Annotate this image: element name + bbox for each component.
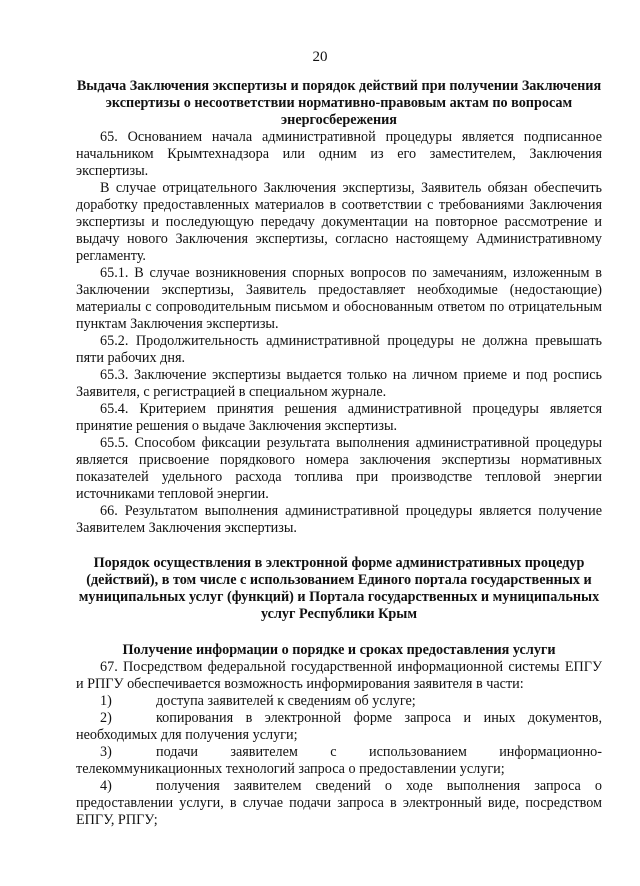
list-item-3 [76, 744, 602, 778]
list-item-text: получения заявителем сведений о ходе выполнения запроса о [156, 778, 602, 794]
list-item-text: доступа заявителей к сведениям об услуге; [156, 693, 416, 709]
paragraph-65-1: 65.1. В случае возникновения спорных вопросов по замечаниям, изложенным в Заключении экспертизы, Заявитель предоставляет необходимые (недостающие) материалы с сопроводительным письмом и обоснованным ответом по отрицательным пунктам Заключения экспертизы. [76, 265, 602, 332]
paragraph-65-2: 65.2. Продолжительность административной процедуры не должна превышать пяти рабочих дня. [76, 333, 602, 366]
page-number: 20 [312, 49, 328, 65]
paragraph-65-4: 65.4. Критерием принятия решения административной процедуры является принятие решения о выдаче Заключения экспертизы. [76, 401, 602, 434]
paragraph-65-3: 65.3. Заключение экспертизы выдается только на личном приеме и под роспись Заявителя, с регистрацией в специальном журнале. [76, 367, 602, 400]
list-item-number: 3) [100, 744, 112, 760]
list-item-number: 2) [100, 710, 112, 726]
paragraph-negative-conclusion: В случае отрицательного Заключения экспертизы, Заявитель обязан обеспечить доработку предоставленных материалов в соответствии с требованиями Заключения экспертизы и последующую передачу документации на повторное рассмотрение и выдачу нового Заключения экспертизы, согласно настоящему Административному регламенту. [76, 180, 602, 264]
list-item-continuation: предоставлении услуги, в случае подачи запроса в электронный виде, посредством ЕПГУ, РПГУ; [76, 795, 602, 828]
section-heading-issuance: Выдача Заключения экспертизы и порядок действий при получении Заключения экспертизы о несоответствии нормативно-правовым актам по вопросам энергосбережения [76, 78, 602, 128]
list-item-4 [76, 778, 602, 829]
list-item-1 [76, 693, 602, 710]
paragraph-67: 67. Посредством федеральной государственной информационной системы ЕПГУ и РПГУ обеспечивается возможность информирования заявителя в части: [76, 659, 602, 692]
paragraph-65: 65. Основанием начала административной процедуры является подписанное начальником Крымтехнадзора или одним из его заместителем, Заключения экспертизы. [76, 129, 602, 179]
paragraph-66: 66. Результатом выполнения административной процедуры является получение Заявителем Заключения экспертизы. [76, 503, 602, 536]
list-item-text: копирования в электронной форме запроса и иных документов, [156, 710, 602, 726]
list-item-continuation: необходимых для получения услуги; [76, 727, 298, 743]
section-heading-information: Получение информации о порядке и сроках предоставления услуги [122, 642, 556, 658]
list-item-number: 1) [100, 693, 112, 709]
paragraph-65-5: 65.5. Способом фиксации результата выполнения административной процедуры является присвоение порядкового номера заключения экспертизы нормативных показателей удельного расхода топлива при производстве тепловой энергии источниками тепловой энергии. [76, 435, 602, 502]
list-item-2 [76, 710, 602, 744]
list-item-continuation: телекоммуникационных технологий запроса о предоставлении услуги; [76, 761, 505, 777]
section-heading-electronic-procedures: Порядок осуществления в электронной форме административных процедур (действий), в том числе с использованием Единого портала государственных и муниципальных услуг (функций) и Портала государственных и муниципальных услуг Республики Крым [78, 555, 600, 622]
document-body [76, 78, 602, 829]
list-item-number: 4) [100, 778, 112, 794]
list-item-text: подачи заявителем с использованием информационно- [156, 744, 602, 760]
